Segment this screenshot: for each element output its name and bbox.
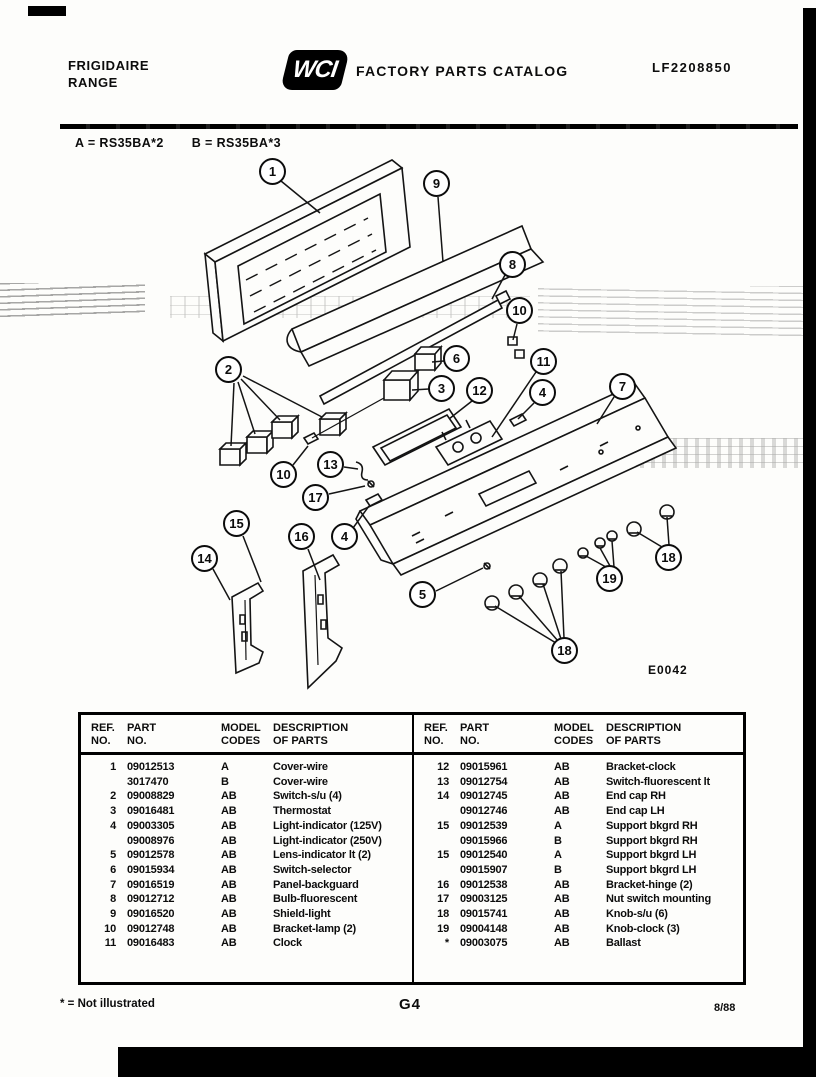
model-code-cell: B [554, 834, 562, 847]
parts-table-left [81, 715, 412, 982]
col-header-ref: REF. NO. [424, 722, 448, 747]
table-row [81, 834, 412, 849]
model-code-cell: A [554, 849, 562, 862]
col-header-part: PART NO. [127, 722, 157, 747]
table-row [414, 804, 743, 819]
model-code-cell: AB [221, 849, 237, 862]
table-row [81, 936, 412, 951]
part-no-cell: 09012746 [460, 805, 508, 818]
ref-no-cell: 3 [110, 805, 116, 818]
catalog-title: FACTORY PARTS CATALOG [356, 63, 569, 79]
callout-1: 1 [259, 158, 286, 185]
ref-no-cell: 15 [437, 849, 449, 862]
selector-switch-part [415, 347, 441, 370]
ref-no-cell: 6 [110, 863, 116, 876]
ref-no-cell: 18 [437, 908, 449, 921]
callout-4-right: 4 [529, 379, 556, 406]
description-cell: Knob-s/u (6) [606, 908, 668, 921]
page-code: G4 [399, 996, 422, 1013]
ref-no-cell [424, 863, 454, 878]
table-header-left [81, 715, 412, 755]
table-row [414, 775, 743, 790]
model-code-cell: AB [554, 761, 570, 773]
callout-16: 16 [288, 523, 315, 550]
table-row [414, 892, 743, 907]
description-cell: Cover-wire [273, 761, 328, 773]
table-row [414, 789, 743, 804]
model-code-cell: AB [221, 805, 237, 818]
col-header-desc: DESCRIPTION OF PARTS [606, 722, 682, 747]
brand-line-1: FRIGIDAIRE [68, 58, 150, 73]
description-cell: Switch-fluorescent lt [606, 775, 710, 788]
ref-no-cell: 17 [437, 893, 449, 906]
part-no-cell: 09016519 [127, 878, 175, 891]
ref-no-cell: * [444, 937, 449, 950]
table-row [81, 775, 412, 790]
ref-no-cell: 16 [437, 878, 449, 891]
description-cell: Bracket-hinge (2) [606, 878, 693, 891]
part-no-cell: 09012540 [460, 849, 508, 862]
ref-no-cell [91, 775, 121, 790]
model-code-cell: AB [554, 775, 570, 788]
ref-no-cell: 12 [437, 761, 449, 773]
callout-14: 14 [191, 545, 218, 572]
col-header-model: MODEL CODES [554, 722, 594, 747]
description-cell: Light-indicator (250V) [273, 834, 382, 847]
table-row [414, 922, 743, 937]
model-code-cell: AB [221, 922, 237, 935]
col-header-desc: DESCRIPTION OF PARTS [273, 722, 349, 747]
table-row [81, 892, 412, 907]
ref-no-cell: 14 [437, 790, 449, 803]
table-row [81, 863, 412, 878]
scan-edge-artifact [28, 6, 66, 16]
table-row [414, 760, 743, 775]
part-no-cell: 09012513 [127, 761, 175, 773]
table-row [414, 907, 743, 922]
ref-no-cell: 8 [110, 893, 116, 906]
part-no-cell: 09008829 [127, 790, 175, 803]
part-no-cell: 09003075 [460, 937, 508, 950]
callout-9: 9 [423, 170, 450, 197]
model-code-cell: AB [554, 893, 570, 906]
scan-edge-artifact [118, 1047, 816, 1077]
model-code-cell: AB [221, 908, 237, 921]
backguard-panel [356, 384, 676, 575]
date-code: 8/88 [714, 1002, 736, 1014]
parts-table [78, 712, 746, 985]
scan-edge-artifact [803, 8, 816, 1048]
part-no-cell: 09012745 [460, 790, 508, 803]
description-cell: Switch-selector [273, 863, 352, 876]
part-no-cell: 09004148 [460, 922, 508, 935]
description-cell: Shield-light [273, 908, 331, 921]
description-cell: Cover-wire [273, 775, 328, 788]
part-no-cell: 09012539 [460, 819, 508, 832]
model-code-cell: AB [221, 790, 237, 803]
model-code-cell: AB [221, 834, 237, 847]
backguard-supports [232, 555, 342, 688]
not-illustrated-note: * = Not illustrated [60, 998, 155, 1010]
callout-13: 13 [317, 451, 344, 478]
description-cell: End cap LH [606, 805, 665, 818]
table-row [81, 907, 412, 922]
part-no-cell: 09012712 [127, 893, 175, 906]
table-row [414, 878, 743, 893]
table-row [81, 878, 412, 893]
callout-8: 8 [499, 251, 526, 278]
part-no-cell: 09015907 [460, 863, 508, 876]
part-no-cell: 09015934 [127, 863, 175, 876]
ref-no-cell: 19 [437, 922, 449, 935]
table-row [81, 760, 412, 775]
part-no-cell: 09015966 [460, 834, 508, 847]
ref-no-cell: 15 [437, 819, 449, 832]
part-no-cell: 09016483 [127, 937, 175, 950]
description-cell: Bracket-clock [606, 761, 676, 773]
model-code-cell: AB [554, 922, 570, 935]
ref-no-cell: 2 [110, 790, 116, 803]
model-code-cell: AB [221, 937, 237, 950]
table-body-left [81, 755, 412, 951]
table-row [81, 819, 412, 834]
table-row [414, 936, 743, 951]
description-cell: Switch-s/u (4) [273, 790, 342, 803]
model-code-cell: B [221, 775, 229, 788]
callout-17: 17 [302, 484, 329, 511]
ref-no-cell: 7 [110, 878, 116, 891]
description-cell: Knob-clock (3) [606, 922, 680, 935]
document-number: LF2208850 [652, 60, 732, 75]
ref-no-cell: 1 [110, 761, 116, 773]
model-code-cell: AB [554, 805, 570, 818]
ref-no-cell: 9 [110, 908, 116, 921]
table-row [414, 863, 743, 878]
ref-no-cell [424, 834, 454, 849]
description-cell: End cap RH [606, 790, 666, 803]
table-row [414, 834, 743, 849]
col-header-part: PART NO. [460, 722, 490, 747]
part-no-cell: 09016520 [127, 908, 175, 921]
table-row [81, 922, 412, 937]
description-cell: Nut switch mounting [606, 893, 711, 906]
col-header-model: MODEL CODES [221, 722, 261, 747]
description-cell: Support bkgrd LH [606, 863, 697, 876]
part-no-cell: 09016481 [127, 805, 175, 818]
part-no-cell: 09012754 [460, 775, 508, 788]
table-row [414, 848, 743, 863]
description-cell: Clock [273, 937, 302, 950]
model-code-cell: AB [554, 937, 570, 950]
callout-4-lower: 4 [331, 523, 358, 550]
description-cell: Support bkgrd RH [606, 819, 698, 832]
parts-table-right [412, 715, 743, 982]
model-code-cell: B [554, 863, 562, 876]
ref-no-cell: 10 [104, 922, 116, 935]
model-code-cell: AB [554, 878, 570, 891]
ref-no-cell [91, 834, 121, 849]
model-code-cell: A [221, 761, 229, 773]
brand-line-2: RANGE [68, 75, 118, 90]
part-no-cell: 09012538 [460, 878, 508, 891]
table-row [414, 819, 743, 834]
callout-6: 6 [443, 345, 470, 372]
description-cell: Support bkgrd LH [606, 849, 697, 862]
callout-10-top: 10 [506, 297, 533, 324]
part-no-cell: 09015741 [460, 908, 508, 921]
part-no-cell: 09015961 [460, 761, 508, 773]
wci-logo-text: WCI [291, 56, 339, 83]
part-no-cell: 09012748 [127, 922, 175, 935]
callout-2: 2 [215, 356, 242, 383]
model-code-cell: AB [554, 908, 570, 921]
model-b: B = RS35BA*3 [191, 136, 281, 150]
callout-12: 12 [466, 377, 493, 404]
callout-7: 7 [609, 373, 636, 400]
model-a: A = RS35BA*2 [75, 136, 164, 150]
part-no-cell: 09003305 [127, 819, 175, 832]
callout-15: 15 [223, 510, 250, 537]
ref-no-cell: 5 [110, 849, 116, 862]
table-header-right [414, 715, 743, 755]
model-code-cell: AB [221, 819, 237, 832]
table-row [81, 789, 412, 804]
model-code-cell: AB [221, 893, 237, 906]
model-code-cell: AB [221, 863, 237, 876]
part-no-cell: 09003125 [460, 893, 508, 906]
description-cell: Bracket-lamp (2) [273, 922, 356, 935]
table-row [81, 804, 412, 819]
callout-5: 5 [409, 581, 436, 608]
table-row [81, 848, 412, 863]
callout-19: 19 [596, 565, 623, 592]
col-header-ref: REF. NO. [91, 722, 115, 747]
description-cell: Light-indicator (125V) [273, 819, 382, 832]
model-code-cell: AB [221, 878, 237, 891]
description-cell: Bulb-fluorescent [273, 893, 358, 906]
figure-code: E0042 [648, 663, 688, 677]
callout-10-left: 10 [270, 461, 297, 488]
callout-3: 3 [428, 375, 455, 402]
description-cell: Support bkgrd RH [606, 834, 698, 847]
description-cell: Lens-indicator lt (2) [273, 849, 371, 862]
ref-no-cell: 13 [437, 775, 449, 788]
callout-11: 11 [530, 348, 557, 375]
description-cell: Ballast [606, 937, 641, 950]
part-no-cell: 3017470 [127, 775, 169, 788]
ref-no-cell: 11 [104, 937, 116, 950]
description-cell: Thermostat [273, 805, 331, 818]
part-no-cell: 09008976 [127, 834, 175, 847]
callout-18-left: 18 [551, 637, 578, 664]
description-cell: Panel-backguard [273, 878, 359, 891]
ref-no-cell: 4 [110, 819, 116, 832]
model-code-cell: AB [554, 790, 570, 803]
model-code-cell: A [554, 819, 562, 832]
callout-18-right: 18 [655, 544, 682, 571]
table-body-right [414, 755, 743, 951]
part-no-cell: 09012578 [127, 849, 175, 862]
ref-no-cell [424, 804, 454, 819]
